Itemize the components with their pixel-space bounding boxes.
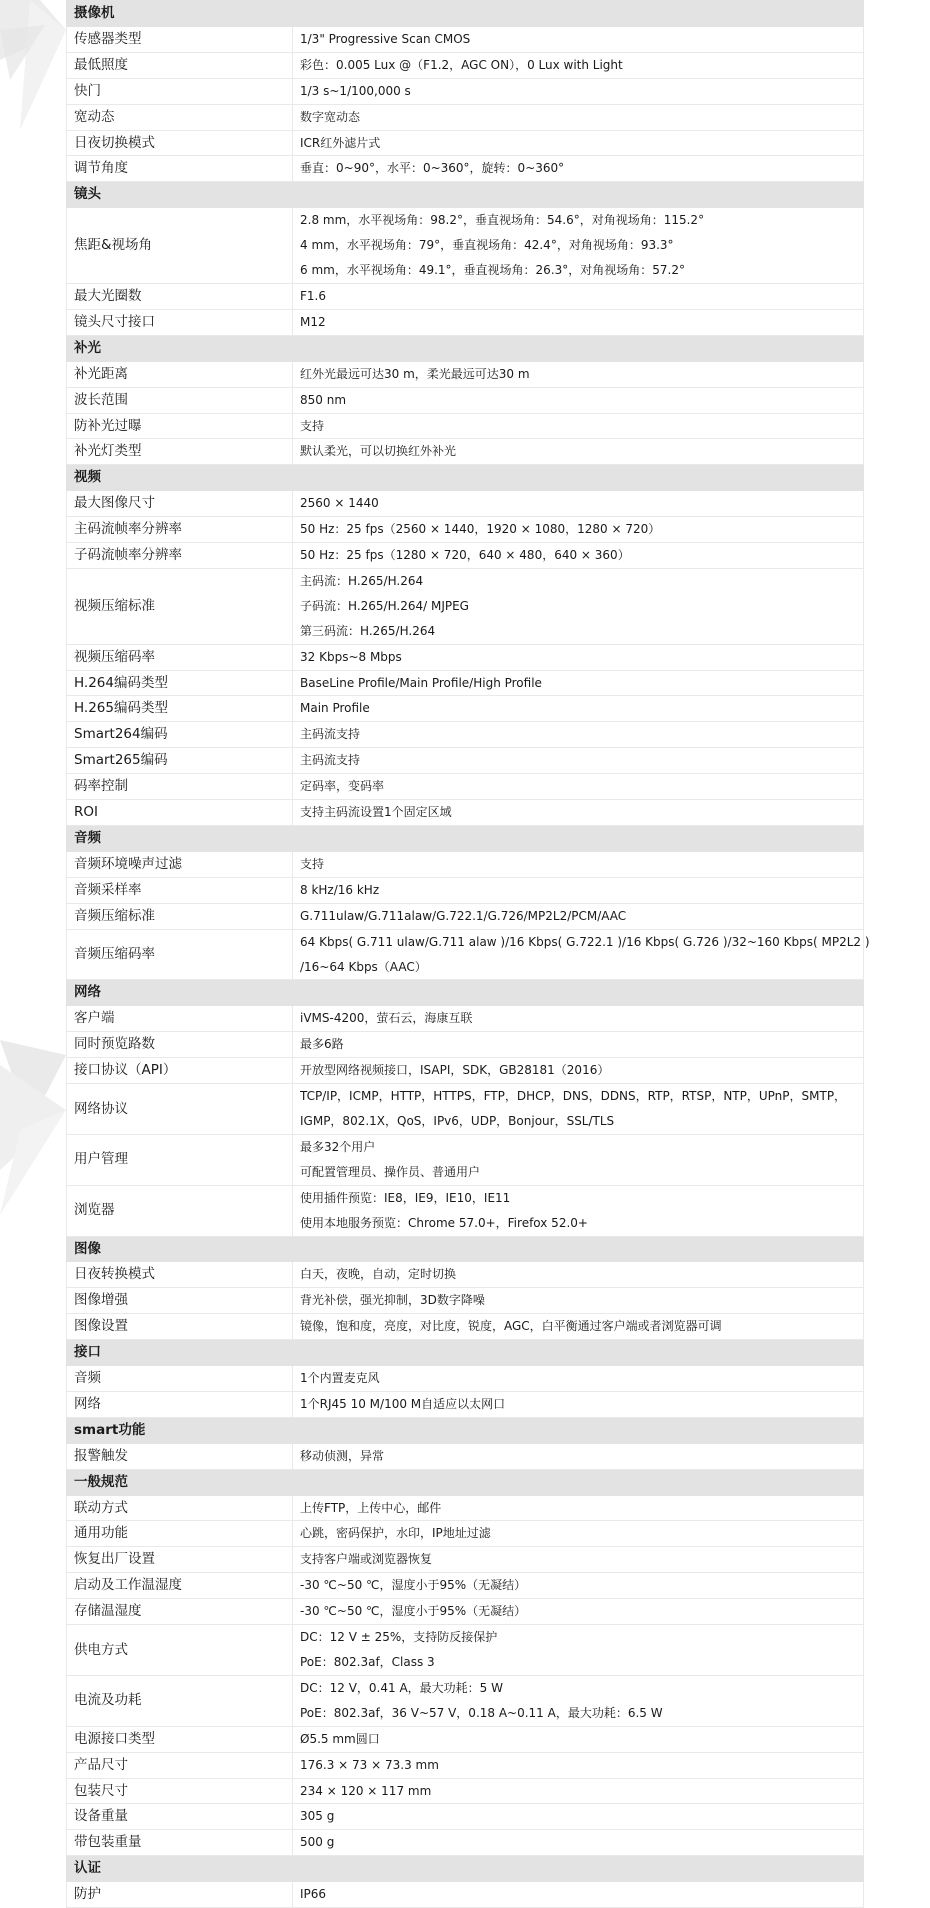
spec-label: 恢复出厂设置 [67,1547,293,1573]
spec-value [293,1778,864,1804]
spec-value-line: 移动侦测，异常 [300,1448,385,1463]
spec-label: 联动方式 [67,1495,293,1521]
spec-value-line: 6 mm，水平视场角：49.1°，垂直视场角：26.3°，对角视场角：57.2° [300,263,685,278]
spec-value-line: -30 ℃~50 ℃，湿度小于95%（无凝结） [300,1578,527,1593]
spec-value [293,1134,864,1185]
spec-value-line: 支持 [300,856,325,871]
decorative-shard-top [0,0,70,130]
spec-value-line: 64 Kbps( G.711 ulaw/G.711 alaw )/16 Kbps( G.722.1 )/16 Kbps( G.726 )/32~160 Kbps( MP2L2 ) [300,934,870,949]
spec-row [67,413,864,439]
spec-row [67,1032,864,1058]
spec-value [293,1752,864,1778]
spec-value [293,387,864,413]
spec-value-line: -30 ℃~50 ℃，湿度小于95%（无凝结） [300,1604,527,1619]
spec-label: 浏览器 [67,1185,293,1236]
spec-value-line: G.711ulaw/G.711alaw/G.722.1/G.726/MP2L2/PCM/AAC [300,908,627,923]
spec-label: 网络 [67,1391,293,1417]
spec-value-line: 上传FTP，上传中心，邮件 [300,1500,442,1515]
spec-value [293,1084,864,1135]
spec-label: 补光距离 [67,361,293,387]
spec-value [293,903,864,929]
spec-value [293,1495,864,1521]
spec-value-line: 使用插件预览：IE8，IE9，IE10，IE11 [300,1190,511,1205]
spec-value-line: 使用本地服务预览：Chrome 57.0+，Firefox 52.0+ [300,1215,588,1230]
spec-value [293,1366,864,1392]
section-title: 摄像机 [67,1,864,27]
spec-value [293,644,864,670]
spec-value-line: 主码流支持 [300,753,361,768]
section-header [67,1236,864,1262]
spec-row [67,1726,864,1752]
spec-label: 音频压缩码率 [67,929,293,980]
spec-value [293,722,864,748]
spec-row [67,568,864,644]
spec-row [67,748,864,774]
spec-label: 最大图像尺寸 [67,491,293,517]
spec-label: ROI [67,800,293,826]
spec-value [293,568,864,644]
spec-value [293,1032,864,1058]
spec-value-line: 子码流：H.265/H.264/ MJPEG [300,598,469,613]
spec-row [67,1573,864,1599]
spec-row [67,1675,864,1726]
spec-label: H.264编码类型 [67,670,293,696]
spec-value [293,670,864,696]
spec-value-line: F1.6 [300,288,326,303]
spec-label: 视频压缩标准 [67,568,293,644]
spec-row [67,156,864,182]
spec-row [67,517,864,543]
spec-value-line: 2560 × 1440 [300,496,379,511]
spec-row [67,309,864,335]
section-header [67,1417,864,1443]
spec-value-line: 最多6路 [300,1037,344,1052]
spec-value-line: 1/3 s~1/100,000 s [300,83,411,98]
spec-label: Smart265编码 [67,748,293,774]
spec-value [293,52,864,78]
spec-value [293,26,864,52]
spec-row [67,387,864,413]
section-header [67,826,864,852]
spec-value-line: 1个RJ45 10 M/100 M自适应以太网口 [300,1396,506,1411]
spec-value-line: iVMS-4200，萤石云，海康互联 [300,1011,473,1026]
spec-value-line: 2.8 mm，水平视场角：98.2°，垂直视场角：54.6°，对角视场角：115.2° [300,213,705,228]
spec-value [293,1882,864,1908]
spec-value-line: 镜像，饱和度，亮度，对比度，锐度，AGC，白平衡通过客户端或者浏览器可调 [300,1319,722,1334]
spec-row [67,1366,864,1392]
spec-label: 图像增强 [67,1288,293,1314]
spec-label: 焦距&视场角 [67,208,293,284]
spec-value-line: 50 Hz：25 fps（2560 × 1440，1920 × 1080，1280 × 720） [300,522,661,537]
spec-value [293,1006,864,1032]
spec-value-line: Main Profile [300,701,370,716]
spec-label: 接口协议（API） [67,1058,293,1084]
spec-value [293,1625,864,1676]
spec-label: 同时预览路数 [67,1032,293,1058]
decorative-shard-middle [0,1040,70,1220]
spec-label: 防补光过曝 [67,413,293,439]
spec-value-line: 支持主码流设置1个固定区域 [300,805,452,820]
spec-label: 波长范围 [67,387,293,413]
spec-row [67,283,864,309]
section-title: 补光 [67,335,864,361]
spec-value [293,929,870,980]
spec-row [67,130,864,156]
spec-row [67,1599,864,1625]
spec-row [67,1134,864,1185]
spec-label: 补光灯类型 [67,439,293,465]
spec-row [67,1521,864,1547]
spec-value-line: 1个内置麦克风 [300,1371,380,1386]
spec-value-line: 支持 [300,418,325,433]
spec-row [67,696,864,722]
spec-row [67,1882,864,1908]
spec-value-line: IGMP，802.1X，QoS，IPv6，UDP，Bonjour，SSL/TLS [300,1113,615,1128]
spec-value [293,78,864,104]
spec-value-line: 1/3" Progressive Scan CMOS [300,31,471,46]
section-header [67,465,864,491]
spec-value [293,748,864,774]
spec-value-line: 开放型网络视频接口，ISAPI，SDK，GB28181（2016） [300,1063,610,1078]
spec-value-line: Ø5.5 mm圆口 [300,1731,380,1746]
spec-row [67,851,864,877]
spec-value-line: /16~64 Kbps（AAC） [300,959,427,974]
spec-value-line: PoE：802.3af，36 V~57 V，0.18 A~0.11 A，最大功耗：6.5 W [300,1705,663,1720]
spec-value-line: 500 g [300,1835,335,1850]
spec-value-line: IP66 [300,1887,327,1902]
spec-row [67,1185,864,1236]
spec-label: 日夜转换模式 [67,1262,293,1288]
spec-value [293,851,864,877]
spec-value-line: 红外光最远可达30 m，柔光最远可达30 m [300,366,530,381]
section-title: 视频 [67,465,864,491]
spec-label: 调节角度 [67,156,293,182]
spec-value [293,130,864,156]
spec-row [67,1288,864,1314]
spec-row [67,800,864,826]
section-header [67,980,864,1006]
spec-value-line: 默认柔光，可以切换红外补光 [300,444,457,459]
spec-label: 最低照度 [67,52,293,78]
section-title: 音频 [67,826,864,852]
spec-row [67,1262,864,1288]
spec-value-line: 最多32个用户 [300,1139,376,1154]
spec-value [293,156,864,182]
spec-value [293,800,864,826]
spec-table [66,0,870,1908]
spec-row [67,1084,864,1135]
spec-row [67,670,864,696]
spec-row [67,1391,864,1417]
spec-value-line: 白天，夜晚，自动，定时切换 [300,1267,457,1282]
spec-row [67,52,864,78]
spec-label: 音频环境噪声过滤 [67,851,293,877]
spec-value-line: 定码率，变码率 [300,779,385,794]
spec-row [67,644,864,670]
spec-row [67,104,864,130]
spec-value [293,774,864,800]
section-header [67,1856,864,1882]
spec-row [67,1006,864,1032]
spec-value [293,877,864,903]
spec-value [293,283,864,309]
spec-value-line: ICR红外滤片式 [300,135,381,150]
spec-value [293,1521,864,1547]
spec-value [293,696,864,722]
spec-label: 码率控制 [67,774,293,800]
spec-value-line: 176.3 × 73 × 73.3 mm [300,1757,439,1772]
section-title: 图像 [67,1236,864,1262]
spec-value-line: M12 [300,314,326,329]
section-title: 网络 [67,980,864,1006]
spec-value-line: DC：12 V，0.41 A，最大功耗：5 W [300,1680,503,1695]
spec-value [293,1443,864,1469]
spec-label: H.265编码类型 [67,696,293,722]
spec-row [67,208,864,284]
spec-label: 主码流帧率分辨率 [67,517,293,543]
section-header [67,1340,864,1366]
section-title: 认证 [67,1856,864,1882]
spec-value-line: BaseLine Profile/Main Profile/High Profile [300,675,542,690]
spec-value-line: 彩色：0.005 Lux @（F1.2，AGC ON），0 Lux with Light [300,57,623,72]
spec-row [67,1778,864,1804]
spec-label: 电流及功耗 [67,1675,293,1726]
spec-value-line: PoE：802.3af，Class 3 [300,1655,435,1669]
spec-value-line: 50 Hz：25 fps（1280 × 720，640 × 480，640 × 360） [300,548,630,563]
spec-row [67,491,864,517]
spec-row [67,903,864,929]
section-header [67,1469,864,1495]
spec-row [67,1804,864,1830]
spec-label: 防护 [67,1882,293,1908]
spec-value [293,1573,864,1599]
spec-label: 通用功能 [67,1521,293,1547]
spec-row [67,1625,864,1676]
spec-label: 宽动态 [67,104,293,130]
spec-value-line: 4 mm，水平视场角：79°，垂直视场角：42.4°，对角视场角：93.3° [300,238,674,253]
section-title: smart功能 [67,1417,864,1443]
spec-row [67,877,864,903]
spec-value [293,1599,864,1625]
spec-value [293,1726,864,1752]
spec-row [67,543,864,569]
spec-value-line: 8 kHz/16 kHz [300,882,380,897]
section-title: 接口 [67,1340,864,1366]
spec-label: 日夜切换模式 [67,130,293,156]
spec-row [67,361,864,387]
spec-label: 存储温湿度 [67,1599,293,1625]
section-title: 镜头 [67,182,864,208]
spec-row [67,26,864,52]
spec-label: 网络协议 [67,1084,293,1135]
spec-label: 音频采样率 [67,877,293,903]
spec-label: 设备重量 [67,1804,293,1830]
spec-label: 用户管理 [67,1134,293,1185]
spec-label: 供电方式 [67,1625,293,1676]
spec-value [293,1391,864,1417]
spec-value [293,1314,864,1340]
spec-value [293,104,864,130]
spec-value [293,491,864,517]
spec-row [67,774,864,800]
spec-label: 音频 [67,1366,293,1392]
spec-value-line: 305 g [300,1809,335,1824]
spec-label: 音频压缩标准 [67,903,293,929]
spec-value [293,361,864,387]
section-header [67,335,864,361]
spec-value-line: 心跳，密码保护，水印，IP地址过滤 [300,1526,491,1541]
section-title: 一般规范 [67,1469,864,1495]
spec-value [293,309,864,335]
spec-value-line: 234 × 120 × 117 mm [300,1783,432,1798]
spec-label: 带包装重量 [67,1830,293,1856]
spec-label: 镜头尺寸接口 [67,309,293,335]
spec-label: 产品尺寸 [67,1752,293,1778]
spec-label: 电源接口类型 [67,1726,293,1752]
spec-row [67,1752,864,1778]
spec-value-line: 可配置管理员、操作员、普通用户 [300,1164,481,1179]
spec-value-line: DC：12 V ± 25%，支持防反接保护 [300,1630,498,1645]
spec-table-body [67,1,870,1908]
spec-row [67,1547,864,1573]
spec-label: 传感器类型 [67,26,293,52]
spec-label: 客户端 [67,1006,293,1032]
spec-label: Smart264编码 [67,722,293,748]
spec-row [67,1314,864,1340]
spec-value-line: 背光补偿，强光抑制，3D数字降噪 [300,1293,485,1308]
section-header [67,1,864,27]
spec-row [67,1443,864,1469]
spec-value-line: TCP/IP，ICMP，HTTP，HTTPS，FTP，DHCP，DNS，DDNS，RTP，RTSP，NTP，UPnP，SMTP， [300,1089,847,1104]
spec-row [67,439,864,465]
spec-value [293,413,864,439]
spec-label: 子码流帧率分辨率 [67,543,293,569]
spec-value-line: 主码流支持 [300,727,361,742]
spec-label: 快门 [67,78,293,104]
spec-value [293,439,864,465]
spec-value [293,543,864,569]
spec-label: 包装尺寸 [67,1778,293,1804]
spec-value [293,1675,864,1726]
spec-label: 启动及工作温湿度 [67,1573,293,1599]
spec-value-line: 32 Kbps~8 Mbps [300,649,402,664]
spec-row [67,1495,864,1521]
spec-value-line: 数字宽动态 [300,109,361,124]
spec-row [67,78,864,104]
spec-row [67,722,864,748]
spec-label: 报警触发 [67,1443,293,1469]
spec-value-line: 垂直：0~90°，水平：0~360°，旋转：0~360° [300,161,565,176]
spec-row [67,929,864,980]
spec-label: 视频压缩码率 [67,644,293,670]
spec-value [293,1804,864,1830]
spec-value-line: 支持客户端或浏览器恢复 [300,1552,433,1567]
spec-value [293,1288,864,1314]
spec-value [293,517,864,543]
section-header [67,182,864,208]
spec-value [293,1185,864,1236]
spec-value-line: 主码流：H.265/H.264 [300,573,424,588]
spec-value [293,1058,864,1084]
spec-value-line: 850 nm [300,392,347,407]
spec-label: 最大光圈数 [67,283,293,309]
spec-label: 图像设置 [67,1314,293,1340]
spec-row [67,1058,864,1084]
spec-value [293,1262,864,1288]
spec-value [293,1547,864,1573]
spec-value-line: 第三码流：H.265/H.264 [300,623,436,638]
spec-value [293,208,864,284]
